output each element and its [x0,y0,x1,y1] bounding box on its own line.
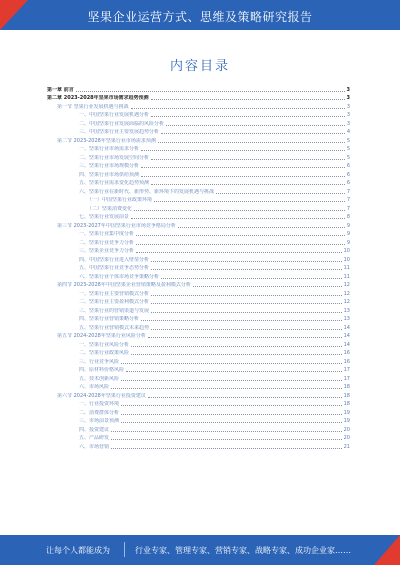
toc-entry[interactable] [47,93,350,102]
toc-entry[interactable] [47,84,350,93]
toc-entry[interactable] [47,331,350,340]
toc-entry-page: 13 [343,316,350,322]
report-title: 坚果企业运营方式、思维及策略研究报告 [87,10,313,24]
toc-entry[interactable] [47,101,350,110]
toc-entry[interactable] [47,433,350,442]
toc-dot-leader [121,363,342,364]
toc-entry-page: 18 [343,401,350,407]
toc-entry-page: 5 [346,146,350,152]
toc-entry[interactable] [47,382,350,391]
toc-entry[interactable] [47,144,350,153]
toc-entry-page: 19 [343,418,350,424]
toc-entry[interactable] [47,118,350,127]
toc-entry-page: 19 [343,409,350,416]
toc-entry-page: 11 [343,273,350,280]
toc-entry[interactable] [47,416,350,425]
toc-entry-label: 二、坚果行业竞争力分析 [79,239,135,246]
toc-entry-page: 4 [346,129,350,135]
toc-entry-page: 16 [343,358,350,365]
toc-entry-label: 四、原材料价格风险 [79,367,125,373]
toc-dot-leader [134,210,345,211]
toc-dot-leader [151,116,345,117]
toc-entry-page: 14 [343,333,350,339]
toc-dot-leader [111,431,342,432]
toc-entry-label: 三、坚果企业竞争力分析 [79,248,135,254]
toc-entry-label: 六、坚果行业在新时代、新形势、新环境下的发展机遇与挑战 [79,188,215,195]
toc-entry-page: 3 [346,86,350,93]
toc-dot-leader [121,414,342,415]
toc-entry-page: 11 [343,265,350,271]
toc-entry-label: 一、行业投资环境 [79,401,120,407]
toc-dot-leader [166,125,345,126]
toc-entry-page: 7 [346,197,350,203]
toc-entry-label: 第五节 2024-2028年坚果行业风险分析 [57,333,146,339]
toc-dot-leader [141,150,345,151]
toc-entry[interactable] [47,322,350,331]
toc-entry[interactable] [47,186,350,195]
toc-dot-leader [131,218,345,219]
toc-entry-label: 五、坚果行业需求变化趋势预测 [79,180,150,186]
footer-accent-triangle [374,535,400,565]
toc-entry-label: 二、中国坚果行业发展面临的风险分析 [79,120,165,127]
toc-entry-label: 七、坚果行业发展前景 [79,214,130,220]
toc-entry[interactable] [47,254,350,263]
toc-entry[interactable] [47,135,350,144]
table-of-contents [47,84,350,450]
toc-entry[interactable] [47,178,350,187]
toc-entry-page: 14 [343,341,350,348]
toc-dot-leader [148,337,342,338]
toc-entry-label: 五、中国坚果行业竞争态势分析 [79,265,150,271]
toc-entry[interactable] [47,288,350,297]
toc-dot-leader [151,261,342,262]
toc-dot-leader [216,193,345,194]
toc-entry[interactable] [47,297,350,306]
toc-entry[interactable] [47,246,350,255]
toc-entry-page: 7 [346,205,350,212]
toc-entry-label: 三、市场前景预测 [79,418,120,424]
toc-entry-label: 一、坚果行业市场需求分析 [79,146,140,152]
toc-entry-page: 17 [343,375,350,382]
toc-entry-label: 五、产品研发 [79,435,110,441]
toc-dot-leader [111,448,342,449]
toc-entry[interactable] [47,390,350,399]
toc-entry-label: 二、坚果行业政策风险 [79,350,130,356]
toc-entry-page: 21 [343,443,350,450]
toc-entry[interactable] [47,280,350,289]
toc-dot-leader [151,312,342,313]
toc-dot-leader [151,184,345,185]
toc-entry-page: 20 [343,435,350,441]
toc-entry-page: 18 [343,384,350,390]
toc-entry[interactable] [47,203,350,212]
toc-entry[interactable] [47,339,350,348]
toc-entry-page: 20 [343,426,350,433]
toc-entry[interactable] [47,348,350,357]
toc-entry-label: 第六节 2024-2028年坚果行业投资建议 [57,392,146,399]
toc-entry-label: 五、坚果行业营销模式未来趋势 [79,324,150,331]
toc-entry-label: 四、中国坚果行业进入壁垒分析 [79,256,150,263]
toc-entry[interactable] [47,263,350,272]
toc-entry-label: 二、坚果行业市场发展空间分析 [79,154,150,161]
toc-dot-leader [141,167,345,168]
toc-entry-page: 9 [346,239,350,246]
toc-entry-page: 6 [346,180,350,186]
toc-dot-leader [121,405,342,406]
toc-entry-page: 17 [343,367,350,373]
footer-banner [0,535,400,565]
toc-entry[interactable] [47,229,350,238]
toc-entry-page: 9 [346,231,350,237]
toc-entry[interactable] [47,195,350,204]
toc-dot-leader [131,354,342,355]
footer-slogan: 让每个人都能成为 [46,546,110,555]
toc-dot-leader [193,286,342,287]
toc-entry[interactable] [47,365,350,374]
toc-entry-label: 第三节 2023-2027年中国坚果行业市场竞争格局分析 [57,222,176,229]
toc-entry-page: 6 [346,171,350,178]
toc-entry[interactable] [47,127,350,136]
toc-entry[interactable] [47,271,350,280]
toc-entry-label: （二）坚果消费变化 [87,205,133,212]
toc-entry-label: 四、投资建议 [79,426,110,433]
toc-dot-leader [151,99,345,100]
toc-entry-label: 一、坚果行业集中度分析 [79,231,135,237]
footer-roles: 行业专家、管理专家、营销专家、战略专家、成功企业家…… [135,546,351,555]
toc-entry-page: 6 [346,163,350,169]
toc-entry[interactable] [47,161,350,170]
toc-dot-leader [136,244,345,245]
toc-entry-page: 16 [343,350,350,356]
toc-dot-leader [121,422,342,423]
toc-entry-label: 三、中国坚果行业主要发展趋势分析 [79,129,160,135]
toc-dot-leader [148,397,342,398]
toc-entry-label: 第二章 2023-2028年坚果市场需求趋势预测 [47,95,149,101]
toc-entry-page: 5 [346,154,350,161]
footer-divider [124,542,125,557]
toc-entry-label: 六、市场营销 [79,443,110,450]
toc-entry-label: 二、消费群体分析 [79,409,120,416]
toc-dot-leader [111,439,342,440]
toc-entry-label: 三、坚果行业市场规模分析 [79,163,140,169]
toc-entry-label: 第四节 2023-2028年中国坚果企业营销策略及盈利模式分析 [57,282,191,288]
toc-entry-page: 14 [343,324,350,331]
toc-dot-leader [151,269,342,270]
toc-dot-leader [126,371,342,372]
toc-dot-leader [161,133,345,134]
toc-dot-leader [154,201,345,202]
toc-entry-label: 六、市场风险 [79,384,110,390]
toc-entry[interactable] [47,237,350,246]
toc-entry-page: 18 [343,392,350,399]
toc-dot-leader [141,320,342,321]
toc-entry-page: 3 [346,120,350,127]
toc-entry[interactable] [47,373,350,382]
toc-entry[interactable] [47,305,350,314]
toc-dot-leader [76,91,345,92]
toc-dot-leader [151,295,342,296]
toc-entry-page: 12 [343,282,350,288]
toc-entry-page: 13 [343,307,350,314]
toc-entry-label: 第一章 前言 [47,86,74,93]
toc-entry-label: 六、坚果行业个体市场竞争策略分析 [79,273,160,280]
toc-entry-label: 五、技术创新风险 [79,375,120,382]
toc-entry[interactable] [47,212,350,221]
toc-dot-leader [158,142,345,143]
toc-entry[interactable] [47,424,350,433]
toc-entry-label: 一、坚果行业风险分析 [79,341,130,348]
toc-dot-leader [161,278,342,279]
toc-dot-leader [131,346,342,347]
toc-entry-label: 二、坚果行业主要盈利模式分析 [79,299,150,305]
toc-dot-leader [151,303,342,304]
toc-entry-page: 10 [343,248,350,254]
toc-entry[interactable] [47,220,350,229]
toc-entry[interactable] [47,441,350,450]
toc-entry-page: 3 [346,95,350,101]
toc-entry[interactable] [47,169,350,178]
toc-dot-leader [151,329,342,330]
header-banner [0,0,400,30]
toc-entry-page: 8 [346,214,350,220]
toc-dot-leader [178,227,345,228]
toc-dot-leader [111,388,342,389]
toc-entry-label: （一）中国坚果行业政策环境 [87,197,153,203]
toc-entry-page: 12 [343,299,350,305]
toc-entry-page: 12 [343,290,350,297]
toc-entry-label: 一、坚果行业主要营销模式分析 [79,290,150,297]
toc-entry[interactable] [47,399,350,408]
toc-entry-label: 第二节 2023-2028年坚果行业市场需求预测 [57,137,156,144]
toc-entry[interactable] [47,356,350,365]
toc-entry-page: 5 [346,137,350,144]
toc-entry-label: 第一节 坚果行业发展机遇与挑战 [57,103,129,110]
toc-entry[interactable] [47,110,350,119]
toc-entry-label: 一、中国坚果行业发展机遇分析 [79,112,150,118]
toc-heading: 内容目录 [169,59,230,74]
toc-dot-leader [141,176,345,177]
toc-entry-label: 三、行业竞争风险 [79,358,120,365]
toc-entry-page: 7 [346,188,350,195]
toc-entry-page: 10 [343,256,350,263]
toc-entry[interactable] [47,152,350,161]
toc-dot-leader [151,159,345,160]
toc-entry-page: 3 [346,112,350,118]
toc-entry-label: 三、坚果行业的营销渠道与发展 [79,307,150,314]
toc-entry-page: 3 [346,103,350,110]
toc-dot-leader [136,252,342,253]
toc-entry[interactable] [47,314,350,323]
toc-dot-leader [136,235,345,236]
toc-entry-page: 9 [346,222,350,229]
toc-entry-label: 四、坚果行业营销策略分析 [79,316,140,322]
toc-entry-label: 四、坚果行业市场供给预测 [79,171,140,178]
toc-dot-leader [131,108,345,109]
toc-entry[interactable] [47,407,350,416]
toc-dot-leader [121,380,342,381]
